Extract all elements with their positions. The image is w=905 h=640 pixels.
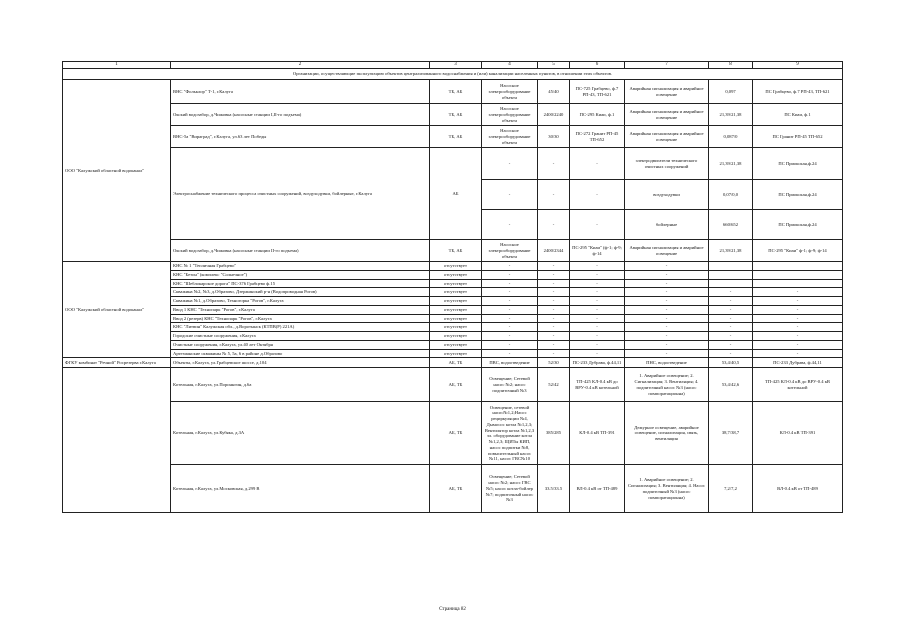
source-cell: - — [570, 148, 625, 180]
source-cell: - — [570, 288, 625, 297]
table-row — [63, 340, 843, 349]
autonomous-cell: 1. Аварийное освещение; 2. Сигнализация; 3. Вентиляция; 4. подпиточный насос №3 (насос помпоратационна) — [625, 368, 709, 402]
reserve-source-cell: - — [753, 297, 843, 306]
table-row — [63, 80, 843, 104]
reserve-source-cell — [753, 279, 843, 288]
equipment-cell: - — [482, 305, 538, 314]
power-cell: - — [709, 323, 753, 332]
reserve-source-cell — [753, 262, 843, 271]
load-cell: - — [538, 148, 570, 180]
equipment-cell: - — [482, 148, 538, 180]
organization-cell: ФГКУ комбинат "Речной" Росрезерва г.Калуга — [63, 358, 171, 368]
load-cell: - — [538, 288, 570, 297]
object-cell: Артезианские скважины № 5, 5а, 6 в районе д.Образово — [171, 349, 430, 358]
object-cell: Котельная, г.Калуга, ул.Московская, д.299 В — [171, 465, 430, 513]
reserve-source-cell: ПС-295 "Киаи" ф-1; ф-9; ф-14 — [753, 240, 843, 262]
power-cell: 21,39/21,38 — [709, 148, 753, 180]
reserve-source-cell: - — [753, 332, 843, 341]
source-cell: - — [570, 340, 625, 349]
load-cell: - — [538, 279, 570, 288]
load-cell: - — [538, 270, 570, 279]
source-cell: - — [570, 262, 625, 271]
autonomous-cell: - — [625, 340, 709, 349]
category-cell: отсутствует — [430, 314, 482, 323]
table-row — [63, 305, 843, 314]
object-cell: Ввод 2 (резерв) КНС "Технопарк "Рогов", г.Калуга — [171, 314, 430, 323]
col-number: 9 — [753, 62, 843, 69]
autonomous-cell: - — [625, 262, 709, 271]
autonomous-cell: - — [625, 288, 709, 297]
equipment-cell: - — [482, 270, 538, 279]
col-number: 6 — [570, 62, 625, 69]
equipment-cell: ПВС, водоотведение — [482, 358, 538, 368]
table-row — [63, 262, 843, 271]
power-cell: 38,7/38,7 — [709, 402, 753, 465]
category-cell: АБ, ТБ — [430, 368, 482, 402]
power-cell: 660/652 — [709, 210, 753, 240]
equipment-cell: - — [482, 340, 538, 349]
autonomous-cell: ПНС, водоотведение — [625, 358, 709, 368]
table-row — [63, 104, 843, 126]
power-cell: 21,39/21,38 — [709, 240, 753, 262]
equipment-cell: Насосное электрооборудование объекта — [482, 104, 538, 126]
equipment-cell: - — [482, 210, 538, 240]
source-cell: - — [570, 349, 625, 358]
reserve-source-cell: ПС Приокская,ф.24 — [753, 180, 843, 210]
equipment-cell: Освещение, сетевой насос№1,2;Насос рециркуляции №4, Дымосос котла №1,2,3; Вентилятор котла №1,2,3 эл. оборудование котла №1,2,3; ЩИТы КИП, насос подпитки №8, повысительный насос №11, насос ГВС№10 — [482, 402, 538, 465]
power-cell: 0,087/0 — [709, 126, 753, 148]
reserve-source-cell: ПС Гранит РП-45 ТП-652 — [753, 126, 843, 148]
source-cell: КЛ-0.4 кВ ТП-391 — [570, 402, 625, 465]
source-cell: - — [570, 332, 625, 341]
category-cell: АБ, ТБ — [430, 402, 482, 465]
column-number-row — [63, 62, 843, 69]
category-cell: ТБ, АБ — [430, 104, 482, 126]
load-cell: 385/285 — [538, 402, 570, 465]
category-cell: отсутствует — [430, 332, 482, 341]
power-cell: 0,097 — [709, 80, 753, 104]
category-cell: АБ — [430, 148, 482, 240]
source-cell: ТП-425 КЛ-0.4 кВ до ВРУ-0.4 кВ котельной — [570, 368, 625, 402]
equipment-cell: - — [482, 323, 538, 332]
col-number: 7 — [625, 62, 709, 69]
object-cell: Городские очистные сооружения, г.Калуга — [171, 332, 430, 341]
autonomous-cell: - — [625, 270, 709, 279]
load-cell: 52/42 — [538, 368, 570, 402]
load-cell: 45/40 — [538, 80, 570, 104]
category-cell: отсутствует — [430, 323, 482, 332]
object-cell: КНС "Литвин" Калужская обл., д.Воротынск (КТПВ(Р) 221А) — [171, 323, 430, 332]
category-cell: отсутствует — [430, 297, 482, 306]
autonomous-cell: - — [625, 349, 709, 358]
power-cell: 0,07/0,0 — [709, 180, 753, 210]
load-cell: 52/30 — [538, 358, 570, 368]
object-cell: Котельная, г.Калуга, ул.Кубяка, д.3А — [171, 402, 430, 465]
source-cell: - — [570, 180, 625, 210]
load-cell: - — [538, 262, 570, 271]
category-cell: ТБ, АБ — [430, 240, 482, 262]
equipment-cell: Освещение; Сетевой насос №2; насос подпиточный №3 — [482, 368, 538, 402]
equipment-cell: Насосное электрооборудование объекта — [482, 240, 538, 262]
table-row — [63, 297, 843, 306]
load-cell: - — [538, 210, 570, 240]
source-cell: - — [570, 270, 625, 279]
autonomous-cell: - — [625, 332, 709, 341]
load-cell: 2400/2240 — [538, 104, 570, 126]
table-row — [63, 314, 843, 323]
col-number: 3 — [430, 62, 482, 69]
category-cell: отсутствует — [430, 305, 482, 314]
col-number: 8 — [709, 62, 753, 69]
equipment-cell: - — [482, 332, 538, 341]
reserve-source-cell: ПС Киаи, ф.1 — [753, 104, 843, 126]
load-cell: 2400/2344 — [538, 240, 570, 262]
power-cell: - — [709, 340, 753, 349]
source-cell: - — [570, 314, 625, 323]
object-cell: Объекты, г.Калуга, ул.Грабцевское шоссе, д.104 — [171, 358, 430, 368]
object-cell: КНС № 1 "Тепличная Грабцево" — [171, 262, 430, 271]
source-cell: - — [570, 279, 625, 288]
autonomous-cell: бойлерные — [625, 210, 709, 240]
object-cell: Окский водозабор, д.Чижовка (насосные станции II-го подъема) — [171, 240, 430, 262]
autonomous-cell: Дежурное освещение, аварийное освещение, сигнализация, связь, вентиляция — [625, 402, 709, 465]
autonomous-cell: Аварийная сигнализация и аварийное освещение — [625, 104, 709, 126]
power-cell — [709, 270, 753, 279]
autonomous-cell: - — [625, 323, 709, 332]
autonomous-cell: - — [625, 305, 709, 314]
equipment-cell: - — [482, 349, 538, 358]
reserve-source-cell: - — [753, 314, 843, 323]
power-cell: - — [709, 305, 753, 314]
object-cell: Очистные сооружения, г.Калуга, ул.40 лет Октября — [171, 340, 430, 349]
table-row — [63, 349, 843, 358]
category-cell: отсутствует — [430, 279, 482, 288]
reserve-source-cell: ВЛ-0.4 кВ от ТП-489 — [753, 465, 843, 513]
table-row — [63, 368, 843, 402]
equipment-cell: - — [482, 297, 538, 306]
main-table — [62, 61, 843, 513]
load-cell: - — [538, 323, 570, 332]
table-row — [63, 279, 843, 288]
category-cell: ТБ, АБ — [430, 80, 482, 104]
load-cell: - — [538, 180, 570, 210]
power-cell: - — [709, 332, 753, 341]
object-cell: КНС "Бетон" (комплекс "Солнечное") — [171, 270, 430, 279]
object-cell: ВНС "Фольклор" Т-1, г.Калуга — [171, 80, 430, 104]
equipment-cell: - — [482, 262, 538, 271]
autonomous-cell: 1. Аварийное освещение; 2. Сигнализация; 3. Вентиляция; 4. Насос подпиточный №3 (насос помпоратационна) — [625, 465, 709, 513]
load-cell: - — [538, 332, 570, 341]
autonomous-cell: электродвигатели технического очистных сооружений — [625, 148, 709, 180]
source-cell: ПС-295 Киаи, ф.1 — [570, 104, 625, 126]
autonomous-cell: - — [625, 279, 709, 288]
load-cell: - — [538, 305, 570, 314]
reserve-source-cell: - — [753, 323, 843, 332]
object-cell: Окский водозабор, д.Чижовка (насосные станции I,II-го подъема) — [171, 104, 430, 126]
col-number: 4 — [482, 62, 538, 69]
power-cell — [709, 262, 753, 271]
load-cell: - — [538, 340, 570, 349]
source-cell: ПС-272 Гранит РП-45 ТП-652 — [570, 126, 625, 148]
reserve-source-cell: ПС Приокская,ф.24 — [753, 148, 843, 180]
organization-cell: ООО "Калужский областной водоканал" — [63, 80, 171, 262]
autonomous-cell: - — [625, 297, 709, 306]
equipment-cell: - — [482, 288, 538, 297]
organization-cell — [63, 368, 171, 513]
source-cell: ВЛ-0.4 кВ от ТП-489 — [570, 465, 625, 513]
power-cell: 7,2/7,2 — [709, 465, 753, 513]
object-cell: Скважина №2, №3, д.Образово, Дзержинский р-н (Водопроводная Рогов) — [171, 288, 430, 297]
equipment-cell: - — [482, 279, 538, 288]
category-cell: отсутствует — [430, 270, 482, 279]
autonomous-cell: - — [625, 314, 709, 323]
power-cell: - — [709, 314, 753, 323]
table-row — [63, 148, 843, 180]
equipment-cell: Насосное электрооборудование объекта — [482, 126, 538, 148]
source-cell: ПС-233 Дубрава, ф.44,11 — [570, 358, 625, 368]
power-cell: 53,4/42,6 — [709, 368, 753, 402]
equipment-cell: - — [482, 314, 538, 323]
autonomous-cell: воздуходувки — [625, 180, 709, 210]
table-row — [63, 270, 843, 279]
category-cell: АБ, ТБ — [430, 465, 482, 513]
reserve-source-cell: - — [753, 349, 843, 358]
power-cell: - — [709, 349, 753, 358]
reserve-source-cell: - — [753, 340, 843, 349]
autonomous-cell: Аварийная сигнализация и аварийное освещение — [625, 126, 709, 148]
power-cell: - — [709, 297, 753, 306]
col-number: 2 — [171, 62, 430, 69]
load-cell: - — [538, 297, 570, 306]
table-row — [63, 358, 843, 368]
source-cell: - — [570, 210, 625, 240]
source-cell: - — [570, 323, 625, 332]
category-cell: ТБ, АБ — [430, 126, 482, 148]
object-cell: Электроснабжение технического процесса очистных сооружений, воздуходувки, бойлерные, г.Калуга — [171, 148, 430, 240]
autonomous-cell: Аварийная сигнализация и аварийное освещение — [625, 80, 709, 104]
reserve-source-cell: ПС Грабцево, ф.7 РП-43, ТП-621 — [753, 80, 843, 104]
source-cell: ПС-725 Грабцево, ф.7 РП-43, ТП-621 — [570, 80, 625, 104]
power-cell: - — [709, 288, 753, 297]
load-cell: - — [538, 349, 570, 358]
category-cell: АБ, ТБ — [430, 358, 482, 368]
equipment-cell: Освещение; Сетевой насос №2; насос ГВС №5; насос котла-бойлер №7; подпиточный насос №3 — [482, 465, 538, 513]
col-number: 1 — [63, 62, 171, 69]
equipment-cell: Насосное электрооборудование объекта — [482, 80, 538, 104]
load-cell: 30/30 — [538, 126, 570, 148]
object-cell: Ввод 1 КНС "Технопарк "Рогов", г.Калуга — [171, 305, 430, 314]
section-title: Организации, осуществляющие эксплуатацию объектов централизованного водоснабжения и (или) канализации населенных пунктов, в отношении этих объектов. — [63, 69, 843, 80]
power-cell — [709, 279, 753, 288]
source-cell: - — [570, 297, 625, 306]
autonomous-cell: Аварийная сигнализация и аварийное освещение — [625, 240, 709, 262]
table-row — [63, 465, 843, 513]
category-cell: отсутствует — [430, 262, 482, 271]
load-cell: - — [538, 314, 570, 323]
equipment-cell: - — [482, 180, 538, 210]
section-title-row — [63, 69, 843, 80]
reserve-source-cell: - — [753, 288, 843, 297]
power-cell: 53,4/40,5 — [709, 358, 753, 368]
reserve-source-cell: ПС Приокская,ф.24 — [753, 210, 843, 240]
table-row — [63, 240, 843, 262]
reserve-source-cell: - — [753, 305, 843, 314]
reserve-source-cell: ПС-233 Дубрава, ф.44,11 — [753, 358, 843, 368]
power-cell: 21,39/21,38 — [709, 104, 753, 126]
object-cell: ВНС-5а "Вираград", г.Калуга, ул.63 лет Победы — [171, 126, 430, 148]
category-cell: отсутствует — [430, 288, 482, 297]
table-row — [63, 402, 843, 465]
page-number: Страница 82 — [439, 607, 466, 612]
category-cell: отсутствует — [430, 349, 482, 358]
table-row — [63, 288, 843, 297]
reserve-source-cell: КЛ-0.4 кВ ТП-391 — [753, 402, 843, 465]
object-cell: Котельная, г.Калуга, ул.Пороннгин, д.6а — [171, 368, 430, 402]
table-row — [63, 323, 843, 332]
col-number: 5 — [538, 62, 570, 69]
table-row — [63, 332, 843, 341]
reserve-source-cell — [753, 270, 843, 279]
category-cell: отсутствует — [430, 340, 482, 349]
object-cell: КНС "Шеблокарское дорога" ПС-376 Грабцево ф.15 — [171, 279, 430, 288]
table-row — [63, 126, 843, 148]
load-cell: 33.5/33.5 — [538, 465, 570, 513]
reserve-source-cell: ТП-425 КЛ-0.4 кВ до ВРУ-0.4 кВ котельной — [753, 368, 843, 402]
source-cell: ПС-295 "Киаи" (ф-1; ф-9; ф-14 — [570, 240, 625, 262]
object-cell: Скважина №1, д.Образово, Техногорка "Рогов", г.Калуга — [171, 297, 430, 306]
organization-cell: ООО "Калужский областной водоканал" — [63, 262, 171, 358]
source-cell: - — [570, 305, 625, 314]
